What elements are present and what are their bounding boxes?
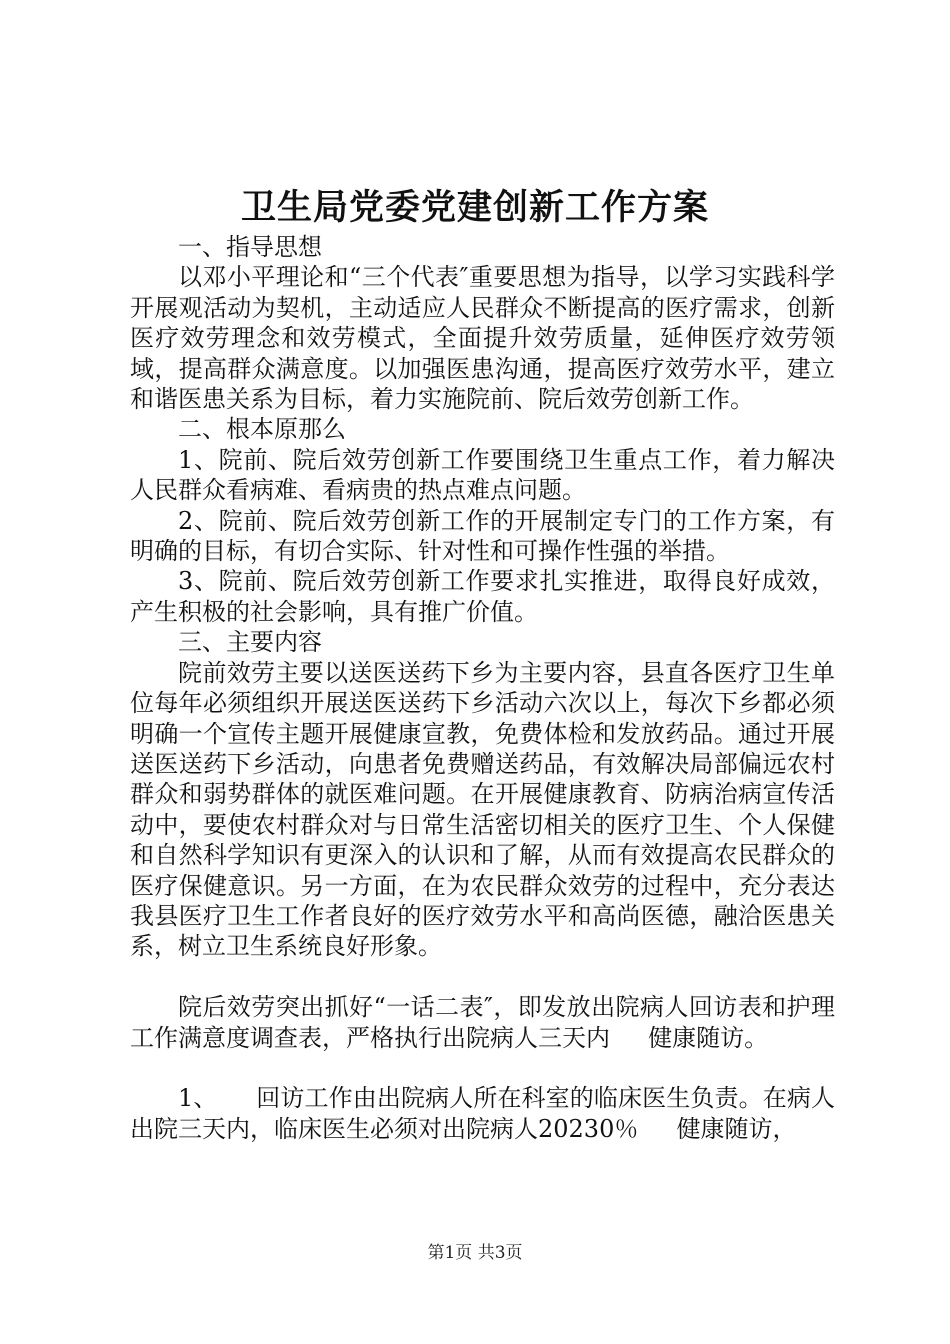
paragraph-follow-up-item-1: 1、 回访工作由出院病人所在科室的临床医生负责。在病人出院三天内，临床医生必须对出院病人20230％ 健康随访， [130, 1084, 835, 1143]
page-number-footer: 第1页 共3页 [427, 1243, 523, 1263]
blank-line [130, 962, 835, 992]
paragraph-pre-hospital-service: 院前效劳主要以送医送药下乡为主要内容，县直各医疗卫生单位每年必须组织开展送医送药下乡活动六次以上，每次下乡都必须明确一个宣传主题开展健康宣教，免费体检和发放药品。通过开展送医送药下乡活动，向患者免费赠送药品，有效解决局部偏远农村群众和弱势群体的就医难问题。在开展健康教育、防病治病宣传活动中，要使农村群众对与日常生活密切相关的医疗卫生、个人保健和自然科学知识有更深入的认识和了解，从而有效提高农民群众的医疗保健意识。另一方面，在为农民群众效劳的过程中，充分表达我县医疗卫生工作者良好的医疗效劳水平和高尚医德，融洽医患关系，树立卫生系统良好形象。 [130, 658, 835, 961]
paragraph-principle-2: 2、院前、院后效劳创新工作的开展制定专门的工作方案，有明确的目标，有切合实际、针对性和可操作性强的举措。 [130, 506, 835, 566]
blank-line [130, 1053, 835, 1083]
paragraph-principle-1: 1、院前、院后效劳创新工作要围绕卫生重点工作，着力解决人民群众看病难、看病贵的热点难点问题。 [130, 445, 835, 505]
document-title: 卫生局党委党建创新工作方案 [240, 187, 709, 228]
section-heading-guiding-ideology: 一、指导思想 [178, 233, 322, 261]
paragraph-principle-3: 3、院前、院后效劳创新工作要求扎实推进，取得良好成效，产生积极的社会影响，具有推广价值。 [130, 567, 835, 626]
paragraph-guiding-ideology: 以邓小平理论和“三个代表″重要思想为指导，以学习实践科学开展观活动为契机，主动适应人民群众不断提高的医疗需求，创新医疗效劳理念和效劳模式，全面提升效劳质量，延伸医疗效劳领域，提高群众满意度。以加强医患沟通，提高医疗效劳水平，建立和谐医患关系为目标，着力实施院前、院后效劳创新工作。 [130, 263, 835, 414]
section-heading-principles: 二、根本原那么 [178, 415, 346, 444]
paragraph-post-hospital-service: 院后效劳突出抓好“一话二表″，即发放出院病人回访表和护理工作满意度调查表，严格执行出院病人三天内 健康随访。 [130, 993, 835, 1052]
document-body [130, 232, 835, 1144]
section-heading-main-content: 三、主要内容 [178, 628, 322, 657]
